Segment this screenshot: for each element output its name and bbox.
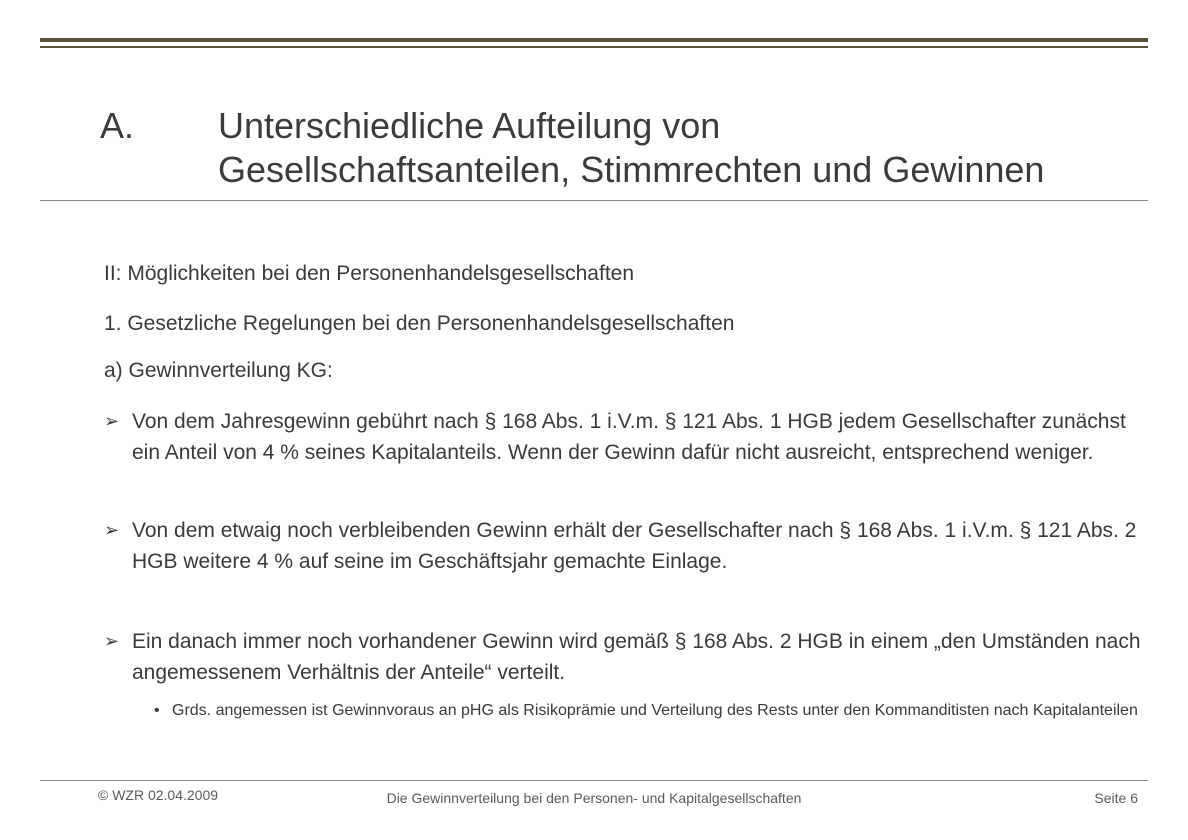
- section-heading-a: a) Gewinnverteilung KG:: [104, 359, 333, 382]
- footer-divider: [40, 780, 1148, 781]
- title-divider: [40, 200, 1148, 201]
- section-heading-1: 1. Gesetzliche Regelungen bei den Personenhandelsgesellschaften: [104, 312, 735, 335]
- footer-title: Die Gewinnverteilung bei den Personen- und Kapitalgesellschaften: [386, 790, 802, 806]
- dot-bullet-icon: •: [154, 702, 160, 719]
- section-heading-ii: II: Möglichkeiten bei den Personenhandelsgesellschaften: [104, 262, 635, 285]
- arrow-bullet-icon: ➢: [104, 631, 120, 651]
- arrow-bullet-icon: ➢: [104, 520, 120, 540]
- title-number: A.: [100, 105, 135, 146]
- header-rule-thick: [40, 38, 1148, 42]
- footer-copyright: © WZR 02.04.2009: [98, 787, 219, 803]
- title-line-2: Gesellschaftsanteilen, Stimmrechten und Gewinnen: [218, 149, 1045, 190]
- page-number: Seite 6: [1094, 790, 1138, 806]
- sub-bullet-text: Grds. angemessen ist Gewinnvoraus an pHG als Risikoprämie und Verteilung des Rests unter den Kommanditisten nach Kapitalanteilen: [172, 702, 1138, 719]
- bullet-text: Von dem etwaig noch verbleibenden Gewinn erhält der Gesellschafter nach § 168 Abs. 1 i.V.m. § 121 Abs. 2 HGB weitere 4 % auf seine im Geschäftsjahr gemachte Einlage.: [132, 519, 1137, 573]
- bullet-text: Von dem Jahresgewinn gebührt nach § 168 Abs. 1 i.V.m. § 121 Abs. 1 HGB jedem Gesellschafter zunächst ein Anteil von 4 % seines Kapitalanteils. Wenn der Gewinn dafür nicht ausreicht, entsprechend weniger.: [132, 410, 1126, 464]
- header-rule-thin: [40, 46, 1148, 48]
- arrow-bullet-icon: ➢: [104, 411, 120, 431]
- title-line-1: Unterschiedliche Aufteilung von: [218, 105, 721, 146]
- bullet-text: Ein danach immer noch vorhandener Gewinn wird gemäß § 168 Abs. 2 HGB in einem „den Umständen nach angemessenem Verhältnis der Anteile“ verteilt.: [132, 630, 1141, 684]
